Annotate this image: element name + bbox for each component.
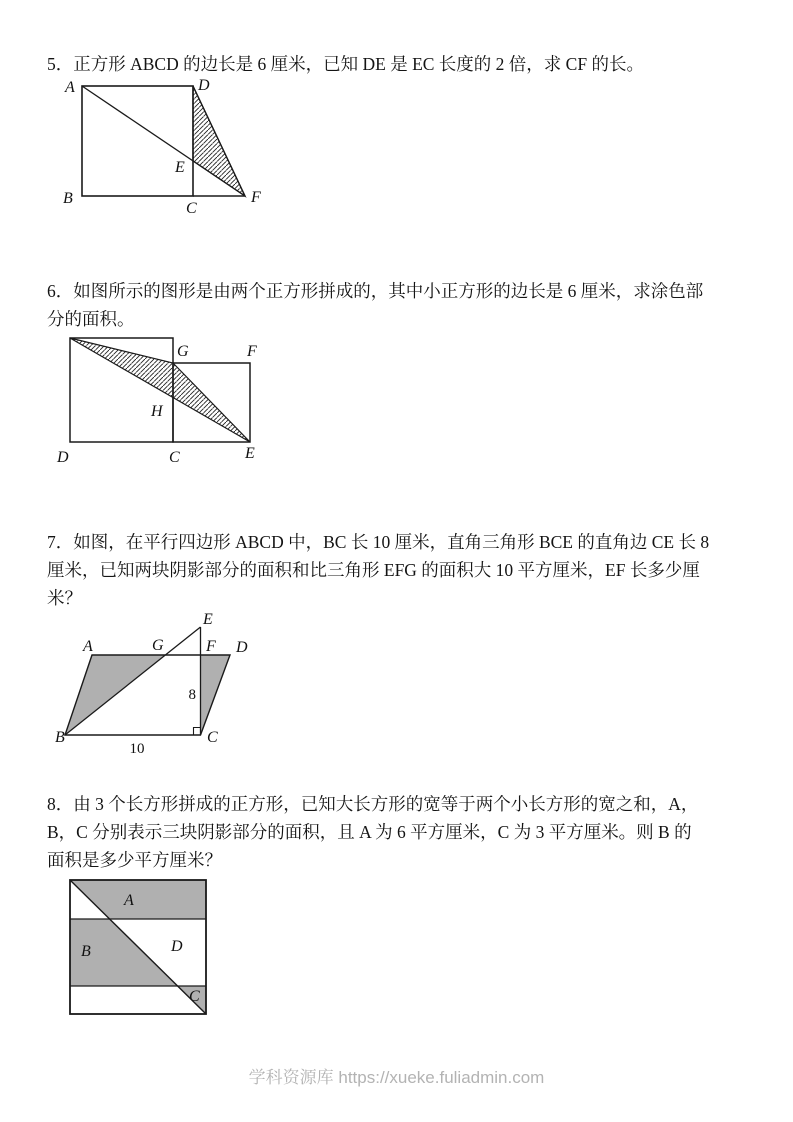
label-e: E: [175, 159, 185, 176]
label-e: E: [245, 445, 255, 462]
problem-6-line-1: 6．如图所示的图形是由两个正方形拼成的，其中小正方形的边长是 6 厘米，求涂色部: [47, 281, 704, 301]
figure-6-two-squares-diagram: [55, 332, 270, 468]
label-f: F: [206, 638, 216, 655]
problem-8-line-2: B，C 分别表示三块阴影部分的面积，且 A 为 6 平方厘米，C 为 3 平方厘米。则 B 的: [47, 822, 692, 842]
label-f: F: [247, 343, 257, 360]
label-g: G: [177, 343, 189, 360]
label-c: C: [189, 988, 200, 1005]
figure-5-square-diagram: [55, 76, 275, 218]
label-c: C: [169, 449, 180, 466]
label-d: D: [171, 938, 183, 955]
line-a-to-f: [82, 86, 245, 196]
label-d: D: [198, 77, 210, 94]
label-a: A: [65, 79, 75, 96]
label-bc-length: 10: [129, 741, 145, 757]
square-abcd: [82, 86, 193, 196]
right-angle-marker: [194, 728, 201, 736]
label-f: F: [251, 189, 261, 206]
label-b: B: [81, 943, 91, 960]
label-d: D: [57, 449, 69, 466]
problem-7-line-1: 7．如图，在平行四边形 ABCD 中，BC 长 10 厘米，直角三角形 BCE 的直角边 CE 长 8: [47, 532, 710, 552]
label-h: H: [151, 403, 163, 420]
problem-5-text: [47, 50, 763, 78]
problem-5-line-1: 5．正方形 ABCD 的边长是 6 厘米，已知 DE 是 EC 长度的 2 倍，求 CF 的长。: [47, 54, 644, 74]
label-b: B: [55, 729, 65, 746]
problem-6-line-2: 分的面积。: [47, 309, 135, 329]
problem-7-line-3: 米？: [47, 588, 82, 608]
footer-watermark: 学科资源库 https://xueke.fuliadmin.com: [248, 1068, 545, 1087]
hatched-region: [70, 338, 250, 442]
figure-7-parallelogram-diagram: [55, 610, 290, 762]
label-g: G: [152, 637, 164, 654]
problem-8-line-3: 面积是多少平方厘米？: [47, 850, 222, 870]
label-c: C: [186, 200, 197, 217]
label-a: A: [124, 892, 134, 909]
label-d: D: [236, 639, 248, 656]
label-b: B: [63, 190, 73, 207]
label-ce-length: 8: [188, 687, 196, 703]
problem-6-text: [47, 277, 763, 333]
label-c: C: [207, 729, 218, 746]
label-e: E: [203, 611, 213, 628]
problem-8-line-1: 8．由 3 个长方形拼成的正方形，已知大长方形的宽等于两个小长方形的宽之和，A，: [47, 794, 699, 814]
figure-8-square-rectangles-diagram: [60, 872, 220, 1024]
problem-8-text: [47, 790, 763, 874]
problem-7-text: [47, 528, 763, 612]
problem-7-line-2: 厘米，已知两块阴影部分的面积和比三角形 EFG 的面积大 10 平方厘米，EF 长多少厘: [47, 560, 700, 580]
label-a: A: [83, 638, 93, 655]
